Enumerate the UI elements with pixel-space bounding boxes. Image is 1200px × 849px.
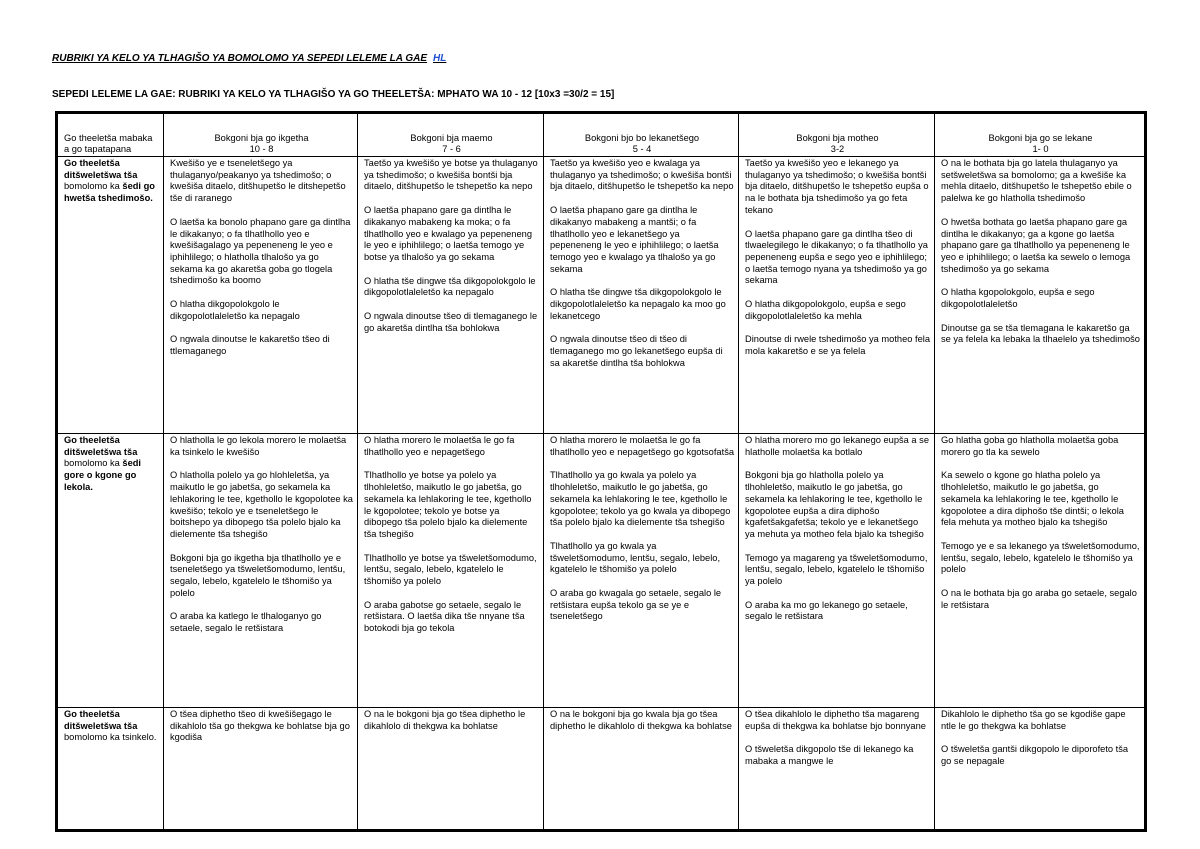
level-name: Bokgoni bja go se lekane	[988, 132, 1093, 143]
descriptor-paragraph: O ngwala dinoutse tšeo di tšeo di tlemaganego mo go lekanetšego eupša di sa akaretše dintlha tša bohlokwa	[550, 334, 723, 368]
descriptor-paragraph: Go hlatha goba go hlatholla molaetša goba morero go tla ka sewelo	[941, 435, 1119, 457]
descriptor-paragraph: Temogo ya magareng ya tšweletšomodumo, lentšu, segalo, lebelo, kgatelelo le tšhomišo ya polelo	[745, 552, 928, 587]
criterion-row	[57, 708, 1146, 831]
rubric-cell	[164, 434, 358, 708]
descriptor-paragraph: O na le bothata bja go araba go setaele, segalo le retšistara	[941, 588, 1137, 610]
descriptor-paragraph: Dinoutse di rwele tshedimošo ya motheo fela mola kakaretšo e se ya felela	[745, 334, 931, 357]
descriptor-paragraph: O laetša phapano gare ga dintlha le dikakanyo mabakeng a mantši; o fa tlhatlhollo yeo e lekanetšego ya pepeneneng le yeo e iphihlilego; o laetša temogo yeo e kwalago ya tlhalošo ya go sekama	[550, 205, 719, 274]
descriptor-paragraph: Dinoutse ga se tša tlemagana le kakaretšo ga se ya felela ka lebaka la tlhaelelo ya tshedimošo	[941, 322, 1140, 345]
rubric-cell	[935, 434, 1146, 708]
criterion-bold-2: šedi gore o kgone go lekola.	[64, 458, 142, 492]
descriptor-paragraph: O na le bokgoni bja go tšea diphetho le dikahlolo di thekgwa ka bohlatse	[364, 709, 526, 731]
descriptor-paragraph: Taetšo ya kwešišo yeo e kwalaga ya thulaganyo ya tshedimošo; o kwešiša bontši bja ditaelo, ditšhupetšo le tshepetšo ka nepo	[550, 158, 734, 192]
level-header	[358, 113, 544, 157]
rubric-cell	[358, 434, 544, 708]
rubric-cell	[739, 434, 935, 708]
criterion-plain: bomolomo ka	[64, 458, 120, 469]
descriptor-paragraph: O laetša ka bonolo phapano gare ga dintlha le dikakanyo; o fa tlhatlhollo yeo e kwešišagalago ya pepeneneng le yeo e iphihlilego; o hlatholla tlhalošo ya go sekama ka go akaretša goba go tlogela tshedimošo ka boomo	[170, 216, 351, 286]
criterion-bold: Go theeletša ditšweletšwa tša	[64, 709, 138, 731]
descriptor-paragraph: Tlhatlhollo ya go kwala ya polelo ya tlhohleletšo, maikutlo le go jabetša, go sekamela ka lehlakoring le tee, kgethollo le kgopolotee; tekolo ya go kwala ya dibopego tša polelo bjalo ka dielemente tša tshegišo	[550, 470, 731, 528]
level-range: 3-2	[830, 144, 845, 155]
descriptor-paragraph: O hlatha dikgopolokgolo, eupša e sego dikgopolotlaleletšo ka mehla	[745, 299, 906, 321]
level-name: Bokgoni bja go ikgetha	[214, 132, 309, 143]
descriptor-paragraph: O hlatha tše dingwe tša dikgopolokgolo le dikgopolotlaleletšo ka nepagalo	[364, 275, 536, 298]
descriptor-paragraph: O araba gabotse go setaele, segalo le retšistara. O laetša dika tše nnyane tša botokodi bja go tekola	[364, 599, 525, 634]
descriptor-paragraph: Tlhatlhollo ya go kwala ya tšweletšomodumo, lentšu, segalo, lebelo, kgatelelo le tšhomišo ya polelo	[550, 540, 721, 575]
descriptor-paragraph: O tšweletša dikgopolo tše di lekanego ka mabaka a mangwe le	[745, 744, 914, 767]
rubric-cell	[164, 157, 358, 434]
level-header	[739, 113, 935, 157]
criterion-bold: Go theeletša ditšweletšwa tša	[64, 158, 138, 180]
document-title-text: RUBRIKI YA KELO YA TLHAGIŠO YA BOMOLOMO YA SEPEDI LELEME LA GAE	[52, 53, 428, 64]
rubric-cell	[164, 708, 358, 831]
criterion-bold: Go theeletša ditšweletšwa tša	[64, 435, 138, 457]
rubric-body	[57, 157, 1146, 831]
descriptor-paragraph: O tšweletša gantši dikgopolo le diporofeto tša go se nepagale	[941, 744, 1129, 767]
descriptor-paragraph: O araba ka katlego le tlhaloganyo go setaele, segalo le retšistara	[170, 611, 322, 634]
descriptor-paragraph: O hlatha morero mo go lekanego eupša a se hlatholle molaetša ka botlalo	[745, 435, 929, 457]
rubric-cell	[544, 157, 739, 434]
level-name: Bokgoni bja maemo	[410, 132, 493, 143]
criterion-plain: bomolomo ka	[64, 181, 120, 192]
descriptor-paragraph: O hlatha tše dingwe tša dikgopolokgolo le dikgopolotlaleletšo ka nepagalo ka moo go lekanetcego	[550, 287, 726, 321]
descriptor-paragraph: Dikahlolo le diphetho tša go se kgodiše gape ntle le go thekgwa ka bohlatse	[941, 709, 1126, 731]
level-header	[544, 113, 739, 157]
rubric-cell	[358, 708, 544, 831]
descriptor-paragraph: O laetša phapano gare ga dintlha tšeo di tlwaelegilego le dikakanyo; o fa tlhatlhollo ya pepeneneng eupša e sego yeo e iphihlilego; o laetša temogo nyana ya tshedimošo ya go sekama	[745, 228, 928, 286]
criterion-bold-2: šedi go hwetša tshedimošo.	[64, 181, 155, 204]
descriptor-paragraph: O hlatholla polelo ya go hlohleletša, ya maikutlo le go jabetša, go sekamela ka lehlakoring le tee, kgethollo le kgopolotee ka kwešišo; tekolo ye e tseneletšego le boitshepo ya dibopego tša polelo bjalo ka dielemente tša tshegišo	[170, 470, 353, 539]
level-range: 10 - 8	[249, 144, 274, 155]
rubric-cell	[358, 157, 544, 434]
descriptor-paragraph: O hlatha morero le molaetša le go fa tlhatlhollo yeo e nepagetšego go kgotsofatša	[550, 435, 735, 457]
document-title-suffix: HL	[433, 53, 447, 64]
header-row	[57, 113, 1146, 157]
rubric-cell	[935, 157, 1146, 434]
descriptor-paragraph: O tšea dikahlolo le diphetho tša magareng eupša di thekgwa ka bohlatse bjo bonnyane	[745, 709, 926, 731]
document-title	[52, 53, 446, 64]
document-subtitle: SEPEDI LELEME LA GAE: RUBRIKI YA KELO YA TLHAGIŠO YA GO THEELETŠA: MPHATO WA 10 - 12 [10x3 =30/2 = 15]	[52, 89, 615, 100]
descriptor-paragraph: O hlatha morero le molaetša le go fa tlhatlhollo yeo e nepagetšego	[364, 435, 515, 457]
level-name: Bokgoni bja motheo	[796, 132, 879, 143]
rubric-cell	[544, 708, 739, 831]
descriptor-paragraph: O hlatholla le go lekola morero le molaetša ka tsinkelo le kwešišo	[170, 435, 347, 457]
descriptor-paragraph: Taetšo ya kwešišo ye botse ya thulaganyo ya tshedimošo; o kwešiša bontši bja ditaelo, ditšhupetšo le tshepetšo ka nepo	[364, 158, 538, 192]
descriptor-paragraph: Taetšo ya kwešišo yeo e lekanego ya thulaganyo ya tshedimošo; o kwešiša bontši bja ditaelo, ditšhupetšo le tshepetšo eupša o na le bothata bja tshedimošo ya go feta tekano	[745, 158, 929, 215]
descriptor-paragraph: O hwetša bothata go laetša phapano gare ga dintlha le dikakanyo; ga a kgone go laetša phapano gare ga tlhatlhollo ya pepeneneng le yeo e iphihlilego; o laetša ka sewelo o lemoga tshedimošo ya go sekama	[941, 216, 1131, 274]
descriptor-paragraph: Kwešišo ye e tseneletšego ya thulaganyo/peakanyo ya tshedimošo; o kwešiša ditaelo, ditšhupetšo le ditshepetšo tše di raranego	[170, 158, 346, 204]
descriptor-paragraph: O hlatha kgopolokgolo, eupša e sego dikgopolotlaleletšo	[941, 287, 1095, 310]
level-range: 1- 0	[1032, 144, 1049, 155]
descriptor-paragraph: Bokgoni bja go ikgetha bja tlhatlhollo ye e tseneletšego ya tšweletšomodumo, lentšu, segalo, lebelo, kgatelelo le tšhomišo ya polelo	[170, 552, 346, 598]
descriptor-paragraph: O na le bothata bja go latela thulaganyo ya setšweletšwa sa bomolomo; ga a kwešiše ka mehla ditaelo, ditšhupetšo le tshepetšo ebile o palelwa ke go hlatholla tshedimošo	[941, 158, 1132, 204]
descriptor-paragraph: Bokgoni bja go hlatholla polelo ya tlhohleletšo, maikutlo le go jabetša, go sekamela ka lehlakoring le tee, kgethollo le kgopolotee eupša a dira diphošo kgafetšakgafetša; tekolo ye e lekanetšego ya mehuta ya motheo fela bjalo ka tshegišo	[745, 470, 924, 539]
rubric-cell	[739, 157, 935, 434]
descriptor-paragraph: O na le bokgoni bja go kwala bja go tšea diphetho le dikahlolo di thekgwa ka bohlatse	[550, 709, 732, 731]
rubric-cell	[935, 708, 1146, 831]
descriptor-paragraph: Ka sewelo o kgone go hlatha polelo ya tlhohleletšo, maikutlo le go jabetša, go sekamela ka lehlakoring le tee, kgethollo le kgopolotee a dira diphošo tše dintši; o lekola fela mehuta ya motheo bjalo ka tshegišo	[941, 470, 1124, 528]
level-range: 7 - 6	[442, 144, 461, 155]
criterion-row	[57, 434, 1146, 708]
descriptor-paragraph: O hlatha dikgopolokgolo le dikgopolotlaleletšo ka nepagalo	[170, 299, 300, 321]
criterion-cell	[57, 157, 164, 434]
criterion-row	[57, 157, 1146, 434]
descriptor-paragraph: Tlhatlhollo ye botse ya polelo ya tlhohleletšo, maikutlo le go jabetša, go sekamela ka lehlakoring le tee, kgethollo le kgopolotee; tekolo ye botse ya dibopego tša polelo bjalo ka dielemente tša tshegišo	[364, 470, 532, 539]
descriptor-paragraph: O araba go kwagala go setaele, segalo le retšistara eupša tekolo ga se ye e tseneletšego	[550, 588, 722, 622]
level-header	[164, 113, 358, 157]
descriptor-paragraph: O araba ka mo go lekanego go setaele, segalo le retšistara	[745, 599, 908, 622]
rubric-table	[55, 111, 1147, 832]
descriptor-paragraph: Tlhatlhollo ye botse ya tšweletšomodumo, lentšu, segalo, lebelo, kgatelelo le tšhomišo ya polelo	[364, 552, 537, 587]
descriptor-paragraph: O tšea diphetho tšeo di kwešišegago le dikahlolo tša go thekgwa ke bohlatse bja go kgodiša	[170, 709, 350, 743]
criterion-plain: bomolomo ka tsinkelo.	[64, 732, 157, 743]
descriptor-paragraph: O ngwala dinoutse tšeo di tlemaganego le go akaretša dintlha tša bohlokwa	[364, 311, 538, 333]
rubric-cell	[544, 434, 739, 708]
criterion-cell	[57, 434, 164, 708]
descriptor-paragraph: O laetša phapano gare ga dintlha le dikakanyo mabakeng ka moka; o fa tlhatlhollo yeo e kwalago ya pepeneneng le yeo e iphihlilego; o laetša temogo ye botse ya tlhalošo ya go sekama	[364, 205, 532, 262]
level-range: 5 - 4	[632, 144, 652, 155]
criterion-cell	[57, 708, 164, 831]
level-header	[935, 113, 1146, 157]
corner-header: Go theeletša mabaka a go tapatapana	[57, 113, 164, 157]
descriptor-paragraph: O ngwala dinoutse le kakaretšo tšeo di ttlemaganego	[170, 334, 330, 357]
descriptor-paragraph: Temogo ye e sa lekanego ya tšweletšomodumo, lentšu, segalo, lebelo, kgatelelo le tšhomišo ya polelo	[941, 540, 1140, 575]
level-name: Bokgoni bjo bo lekanetšego	[584, 132, 700, 143]
rubric-cell	[739, 708, 935, 831]
